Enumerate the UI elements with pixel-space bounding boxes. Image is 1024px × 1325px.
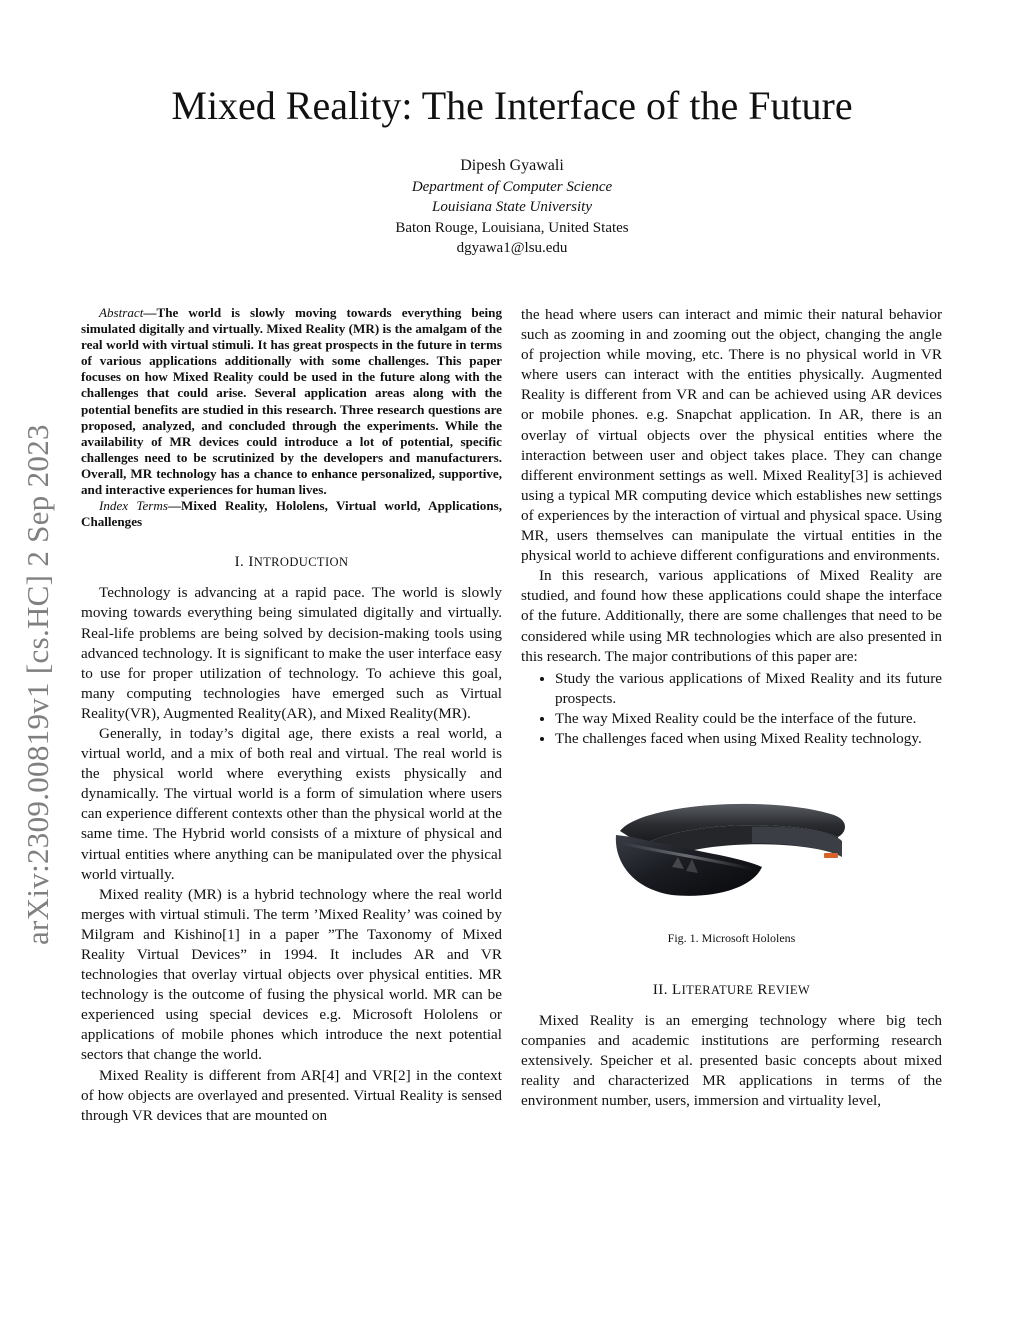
abstract <box>81 305 502 498</box>
left-column <box>81 305 502 1126</box>
paper-title: Mixed Reality: The Interface of the Future <box>171 83 853 128</box>
figure-hololens <box>521 797 942 946</box>
author-email: dgyawa1@lsu.edu <box>456 240 568 256</box>
figure-caption: Fig. 1. Microsoft Hololens <box>667 931 796 946</box>
section-number: II. <box>652 982 668 999</box>
index-terms-text: —Mixed Reality, Hololens, Virtual world, Applications, Challenges <box>81 498 503 530</box>
arxiv-side-label: arXiv:2309.00819v1 [cs.HC] 2 Sep 2023 <box>20 424 55 945</box>
abstract-text: —The world is slowly moving towards everything being simulated digitally and virtually. Mixed Reality (MR) is the amalgam of the real world with virtual stimuli. It has great prospects in the future in terms of various applications additionally with some challenges. This paper focuses on how Mixed Reality could be used in the future along with the challenges that could arise. Several application areas along with the potential benefits are studied in this research. Three research questions are proposed, analyzed, and concluded through the experiments. While the availability of MR devices could introduce a lot of potential, specific challenges need to be scrutinized by the developers and manufacturers. Overall, MR technology has a chance to enhance personalized, supportive, and interactive experiences for human lives. <box>81 305 502 498</box>
contributions-list <box>521 669 942 749</box>
section-heading-literature-review <box>521 982 942 999</box>
intro-paragraph-4: Mixed Reality is different from AR[4] and VR[2] in the context of how objects are overlayed and presented. Virtual Reality is sensed through VR devices that are mounted on <box>81 1066 502 1124</box>
intro-paragraph-2: Generally, in today’s digital age, there exists a real world, a virtual world, and a mix of both real and virtual. The real world is the physical world where everything exists physically and dynamically. The virtual world is a form of simulation where users can experience different contexts other than the physical world at the same time. The Hybrid world consists of a mixture of physical and virtual entities where anything can be manipulated over the physical world virtually. <box>81 724 502 883</box>
right-column <box>521 305 942 1112</box>
intro-paragraph-4-continued: the head where users can interact and mimic their natural behavior such as zooming in and zooming out the object, changing the angle of projection while moving, etc. There is no physical world in VR where users can interact with the entities physically. Augmented Reality is different from VR and can be achieved using AR devices or mobile phones. e.g. Snapchat application. In AR, there is an overlay of virtual objects over the physical entities where the interaction between user and object takes place. They can change different environment settings as well. Mixed Reality[3] is achieved using a typical MR computing device which establishes new settings of experiences by the interaction of virtual and physical space. Using MR, users themselves can manipulate the virtual entities in the physical world to achieve different configurations and environments. <box>521 306 942 565</box>
author-location: Baton Rouge, Louisiana, United States <box>395 219 629 236</box>
intro-paragraph-3: Mixed reality (MR) is a hybrid technology where the real world merges with virtual stimuli. The term ’Mixed Reality’ was coined by Milgram and Kishino[1] in a paper ”The Taxonomy of Mixed Reality Virtual Devices” in 1994. It includes AR and VR technologies that overlay virtual objects over physical entities. MR technology is the outcome of fusing the physical world. MR can be experienced using special devices e.g. Microsoft Hololens or applications of mobile phones which introduce the next potential sectors that change the world. <box>81 885 502 1064</box>
research-paragraph: In this research, various applications of Mixed Reality are studied, and found how these applications could shape the interface of the future. Additionally, there are some challenges that need to be considered while using MR technologies which are also presented in this research. The major contributions of this paper are: <box>521 567 942 665</box>
contribution-item: • Study the various applications of Mixed Reality and its future prospects. <box>555 669 942 709</box>
section-title-rest: NTRODUCTION <box>253 555 349 570</box>
author-block <box>0 156 1024 259</box>
section-heading-introduction <box>81 554 502 571</box>
contribution-item: • The way Mixed Reality could be the interface of the future. <box>555 709 942 729</box>
intro-paragraph-1: Technology is advancing at a rapid pace. The world is slowly moving towards everything being simulated digitally and virtually. Real-life problems are being solved by decision-making tools using advanced technology. It is significant to make the user interface easy to use for proper utilization of technology. To achieve this goal, many computing technologies have emerged such as Virtual Reality(VR), Augmented Reality(AR), and Mixed Reality(MR). <box>81 584 502 722</box>
abstract-label: Abstract <box>99 305 144 320</box>
author-name: Dipesh Gyawali <box>460 157 564 174</box>
contribution-item: • The challenges faced when using Mixed Reality technology. <box>555 729 942 749</box>
section-title-initial: R <box>757 982 768 999</box>
author-department: Department of Computer Science <box>411 178 613 195</box>
index-terms <box>81 498 502 530</box>
index-terms-label: Index Terms <box>99 498 168 514</box>
section-title-rest: ITERATURE <box>681 983 754 998</box>
author-university: Louisiana State University <box>432 199 592 215</box>
literature-paragraph: Mixed Reality is an emerging technology where big tech companies and academic institutions are performing research extensively. Speicher et al. presented basic concepts about mixed reality and characterized MR applications in terms of the environment number, users, immersion and virtuality level, <box>521 1012 942 1110</box>
section-title-initial: I <box>248 554 254 571</box>
hololens-image <box>602 797 862 905</box>
section-title-rest: EVIEW <box>767 983 811 998</box>
section-number: I. <box>234 554 245 571</box>
section-title-initial: L <box>672 982 682 999</box>
hololens-accent <box>824 853 838 858</box>
